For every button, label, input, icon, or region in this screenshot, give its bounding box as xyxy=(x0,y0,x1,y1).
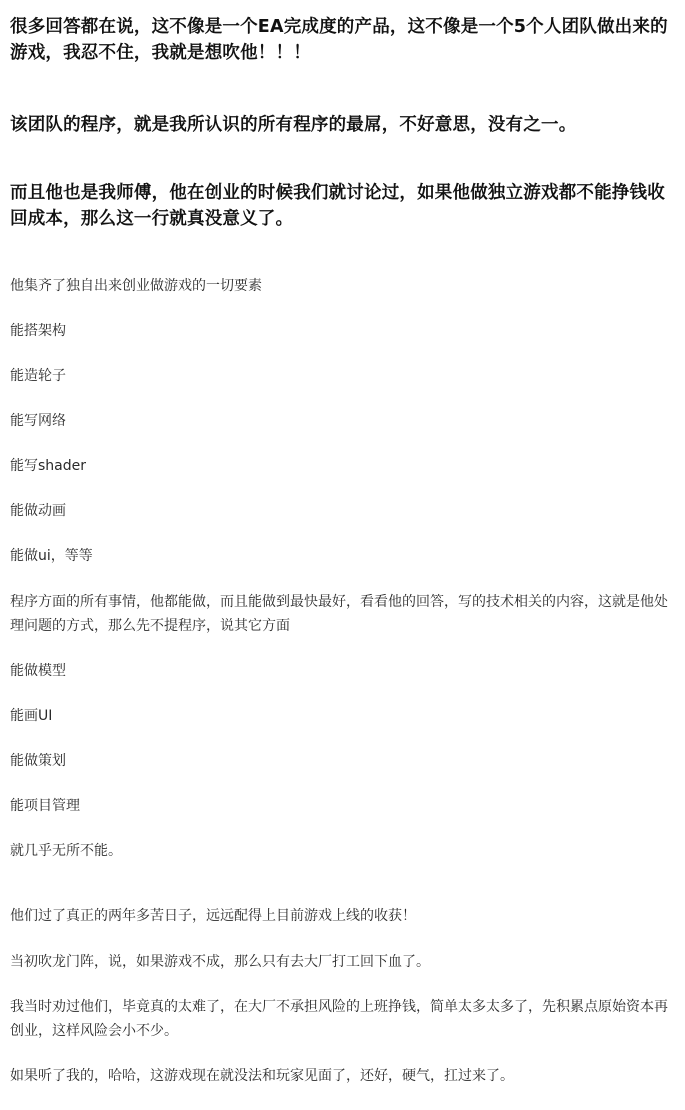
paragraph-two-years: 他们过了真正的两年多苦日子，远远配得上目前游戏上线的收获！ xyxy=(10,908,416,924)
paragraph-conclusion: 如果听了我的，哈哈，这游戏现在就没法和玩家见面了，还好，硬气，扛过来了。 xyxy=(10,1068,514,1084)
list-item-network: 能写网络 xyxy=(10,413,66,429)
list-item-draw-ui: 能画UI xyxy=(10,708,53,724)
heading-programmer: 该团队的程序，就是我所认识的所有程序的最屌，不好意思，没有之一。 xyxy=(10,115,577,135)
paragraph-advice: 我当时劝过他们，毕竟真的太难了，在大厂不承担风险的上班挣钱，简单太多太多了，先积累点原始资本再创业，这样风险会小不少。 xyxy=(10,999,668,1039)
paragraph-chat: 当初吹龙门阵，说，如果游戏不成，那么只有去大厂打工回下血了。 xyxy=(10,954,430,970)
heading-intro: 很多回答都在说，这不像是一个EA完成度的产品，这不像是一个5个人团队做出来的游戏，我忍不住，我就是想吹他！！！ xyxy=(10,17,668,63)
list-item-animation: 能做动画 xyxy=(10,503,66,519)
list-item-project-management: 能项目管理 xyxy=(10,798,80,814)
list-item-shader: 能写shader xyxy=(10,458,87,474)
paragraph-almost-everything: 就几乎无所不能。 xyxy=(10,843,122,859)
heading-mentor: 而且他也是我师傅，他在创业的时候我们就讨论过，如果他做独立游戏都不能挣钱收回成本，那么这一行就真没意义了。 xyxy=(10,183,665,229)
list-item-modeling: 能做模型 xyxy=(10,663,66,679)
paragraph-programming: 程序方面的所有事情，他都能做，而且能做到最快最好，看看他的回答，写的技术相关的内容，这就是他处理问题的方式，那么先不提程序，说其它方面 xyxy=(10,594,668,634)
list-item-ui: 能做ui，等等 xyxy=(10,548,93,564)
paragraph-elements: 他集齐了独自出来创业做游戏的一切要素 xyxy=(10,278,262,294)
list-item-design: 能做策划 xyxy=(10,753,66,769)
list-item-architecture: 能搭架构 xyxy=(10,323,66,339)
list-item-wheels: 能造轮子 xyxy=(10,368,66,384)
